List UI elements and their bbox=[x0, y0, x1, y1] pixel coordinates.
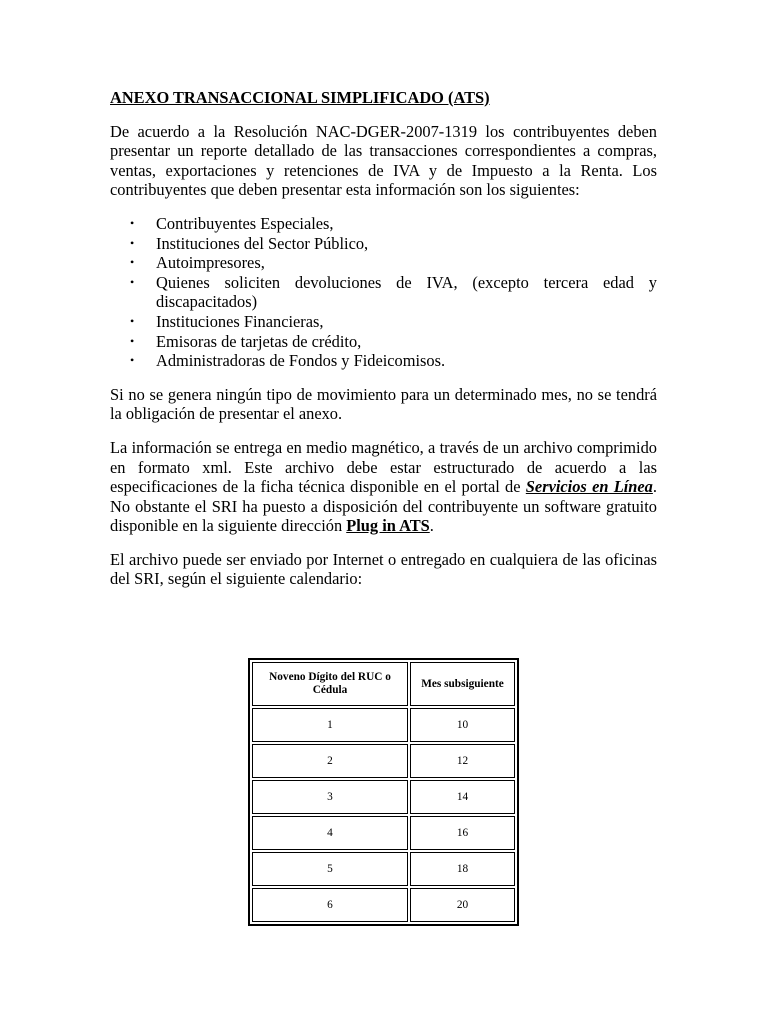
document-body bbox=[110, 88, 657, 603]
table-cell-digit: 4 bbox=[252, 816, 408, 850]
bullet-icon: • bbox=[130, 313, 135, 328]
list-item bbox=[110, 273, 657, 312]
table-row bbox=[252, 744, 515, 778]
list-item-text: Contribuyentes Especiales, bbox=[156, 213, 334, 233]
table-row bbox=[252, 888, 515, 922]
bullet-icon: • bbox=[130, 215, 135, 230]
list-item bbox=[110, 214, 657, 234]
intro-paragraph: De acuerdo a la Resolución NAC-DGER-2007-1319 los contribuyentes deben presentar un reporte detallado de las transacciones correspondientes a compras, ventas, exportaciones y retenciones de IVA y de Impuesto a la Renta. Los contribuyentes que deben presentar esta información son los siguientes: bbox=[110, 121, 657, 200]
bullet-icon: • bbox=[130, 333, 135, 348]
table-cell-digit: 1 bbox=[252, 708, 408, 742]
list-item-text: Emisoras de tarjetas de crédito, bbox=[156, 331, 362, 351]
table-cell-digit: 3 bbox=[252, 780, 408, 814]
table-row bbox=[252, 852, 515, 886]
list-item-text: Quienes soliciten devoluciones de IVA, (excepto tercera edad y discapacitados) bbox=[156, 272, 657, 312]
table-cell-digit: 2 bbox=[252, 744, 408, 778]
delivery-text-middle: . No obstante el SRI ha puesto a disposición del contribuyente un software gratuito disponible en la siguiente dirección bbox=[110, 477, 657, 536]
no-movement-paragraph: Si no se genera ningún tipo de movimiento para un determinado mes, no se tendrá la obligación de presentar el anexo. bbox=[110, 384, 657, 424]
list-item-text: Instituciones del Sector Público, bbox=[156, 233, 369, 253]
table-row bbox=[252, 708, 515, 742]
contributors-list bbox=[110, 214, 657, 371]
list-item bbox=[110, 332, 657, 352]
table-cell-month: 12 bbox=[410, 744, 515, 778]
list-item bbox=[110, 351, 657, 371]
table-cell-digit: 5 bbox=[252, 852, 408, 886]
table-cell-month: 14 bbox=[410, 780, 515, 814]
list-item bbox=[110, 253, 657, 273]
column-header-ruc-digit: Noveno Dígito del RUC o Cédula bbox=[252, 662, 408, 706]
table-header-row bbox=[252, 662, 515, 706]
table-cell-month: 10 bbox=[410, 708, 515, 742]
column-header-month: Mes subsiguiente bbox=[410, 662, 515, 706]
table-cell-month: 20 bbox=[410, 888, 515, 922]
delivery-paragraph bbox=[110, 438, 657, 536]
list-item-text: Autoimpresores, bbox=[156, 253, 265, 273]
calendar-intro-paragraph: El archivo puede ser enviado por Internet o entregado en cualquiera de las oficinas del SRI, según el siguiente calendario: bbox=[110, 549, 657, 589]
page-title: ANEXO TRANSACCIONAL SIMPLIFICADO (ATS) bbox=[110, 88, 490, 107]
plug-in-ats-link[interactable]: Plug in ATS bbox=[346, 516, 430, 536]
table-cell-digit: 6 bbox=[252, 888, 408, 922]
delivery-text-end: . bbox=[429, 516, 434, 536]
bullet-icon: • bbox=[130, 255, 135, 270]
list-item-text: Administradoras de Fondos y Fideicomisos. bbox=[156, 351, 446, 371]
bullet-icon: • bbox=[130, 235, 135, 250]
bullet-icon: • bbox=[130, 274, 135, 289]
table-row bbox=[252, 780, 515, 814]
table-cell-month: 18 bbox=[410, 852, 515, 886]
list-item bbox=[110, 234, 657, 254]
delivery-text-start: La información se entrega en medio magnético, a través de un archivo comprimido en formato xml. Este archivo debe estar estructurado de acuerdo a las especificaciones de la ficha técnica disponible en el portal de bbox=[110, 437, 657, 497]
calendar-table bbox=[248, 658, 519, 926]
bullet-icon: • bbox=[130, 353, 135, 368]
table-row bbox=[252, 816, 515, 850]
servicios-en-linea-link[interactable]: Servicios en Línea bbox=[525, 477, 653, 497]
list-item-text: Instituciones Financieras, bbox=[156, 311, 324, 331]
table-cell-month: 16 bbox=[410, 816, 515, 850]
list-item bbox=[110, 312, 657, 332]
